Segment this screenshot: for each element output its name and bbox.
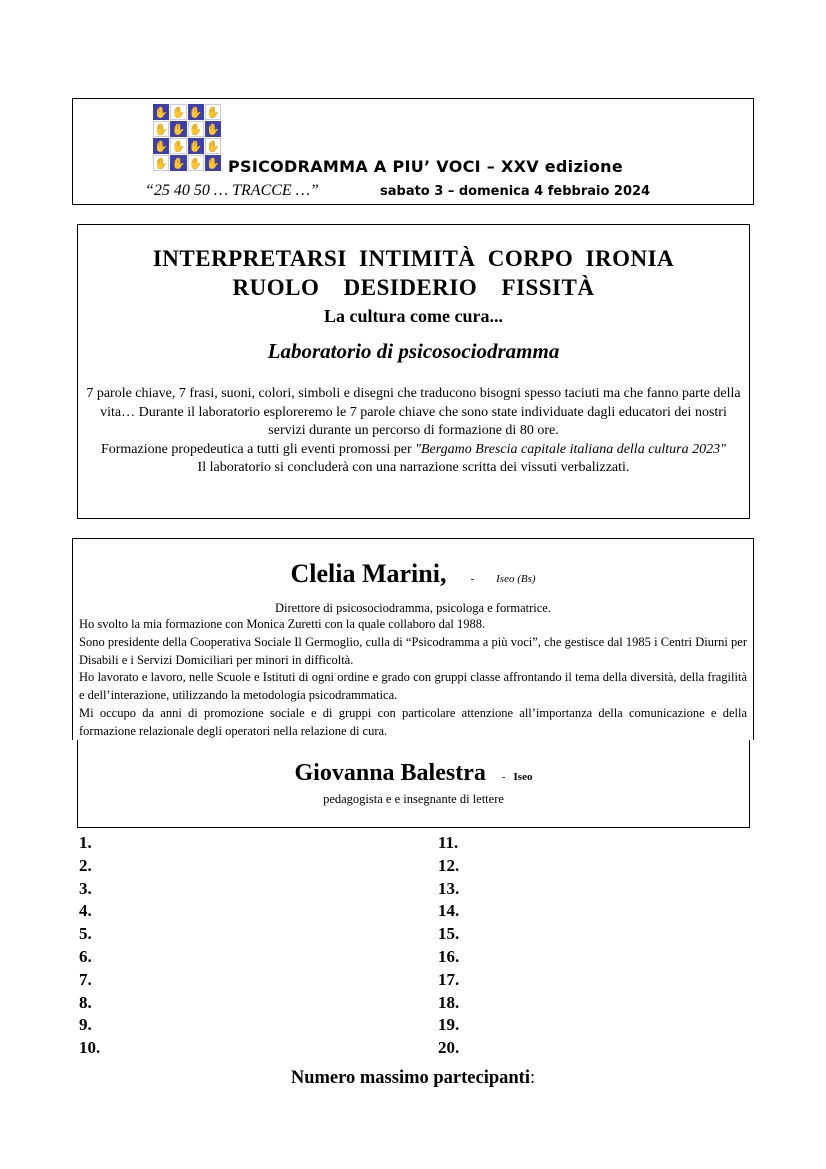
- hand-icon: ✋: [188, 121, 204, 137]
- workshop-subtitle: La cultura come cura...: [324, 306, 503, 326]
- description-2-italic: "Bergamo Brescia capitale italiana della cultura 2023": [415, 441, 727, 457]
- giovanna-role: pedagogista e e insegnante di lettere: [323, 792, 504, 806]
- description-paragraph-2: [80, 441, 747, 460]
- hand-icon: ✋: [205, 121, 221, 137]
- hand-icon: ✋: [170, 155, 186, 171]
- max-participants-text: Numero massimo partecipanti: [290, 1068, 530, 1088]
- participant-slot: 10.: [79, 1038, 101, 1058]
- participant-slot: 3.: [79, 878, 92, 898]
- clelia-bio-line: Ho lavorato e lavoro, nelle Scuole e Istituti di ogni ordine e grado con gruppi classe affrontando il tema della diversità, della fragilità e dell’interazione, utilizzando la metodologia psicodrammatica.: [79, 670, 747, 703]
- keywords-line-2: RUOLO DESIDERIO FISSITÀ: [232, 275, 595, 300]
- giovanna-heading: [78, 760, 749, 787]
- event-dates: sabato 3 – domenica 4 febbraio 2024: [380, 184, 651, 199]
- participants-list-left: [79, 832, 100, 1060]
- participant-slot: 15.: [438, 924, 460, 944]
- hand-icon: ✋: [153, 155, 169, 171]
- hand-icon: ✋: [170, 121, 186, 137]
- header-box: [72, 98, 754, 205]
- participant-slot: 16.: [438, 946, 460, 966]
- clelia-name: Clelia Marini,: [290, 559, 447, 588]
- hand-icon: ✋: [188, 155, 204, 171]
- clelia-bio-line: Sono presidente della Cooperativa Sociale Il Germoglio, culla di “Psicodramma a più voci”, che gestisce dal 1985 i Centri Diurni per Disabili e i Servizi Domiciliari per minori in difficoltà.: [79, 634, 747, 667]
- hand-icon: ✋: [205, 155, 221, 171]
- participant-slot: 11.: [438, 833, 459, 852]
- participant-slot: 2.: [79, 855, 92, 875]
- max-participants-label: [0, 1068, 826, 1089]
- workshop-box: [77, 224, 750, 519]
- participant-slot: 7.: [79, 969, 92, 989]
- description-paragraph-1: 7 parole chiave, 7 frasi, suoni, colori, simboli e disegni che traducono bisogni spesso taciuti ma che fanno parte della vita… Durante il laboratorio esploreremo le 7 parole chiave che sono state individuate dagli educatori dei nostri servizi durante un percorso di formazione di 80 ore.: [86, 386, 741, 439]
- clelia-bio-line: Ho svolto la mia formazione con Monica Zuretti con la quale collaboro dal 1988.: [79, 617, 486, 631]
- workshop-description: [78, 385, 749, 478]
- participant-slot: 18.: [438, 992, 460, 1012]
- participant-slot: 14.: [438, 901, 460, 921]
- hands-grid-logo-icon: [153, 104, 221, 171]
- lab-title: Laboratorio di psicosociodramma: [267, 339, 560, 363]
- description-paragraph-3: Il laboratorio si concluderà con una narrazione scritta dei vissuti verbalizzati.: [197, 460, 630, 476]
- clelia-role: Direttore di psicosociodramma, psicologa e formatrice.: [275, 601, 551, 615]
- clelia-dash: -: [470, 573, 475, 585]
- clelia-heading: [73, 559, 753, 589]
- participant-slot: 17.: [438, 969, 460, 989]
- participant-slot: 12.: [438, 855, 460, 875]
- hand-icon: ✋: [188, 138, 204, 154]
- description-2-text: Formazione propedeutica a tutti gli eventi promossi per: [100, 441, 412, 457]
- hand-icon: ✋: [205, 104, 221, 120]
- giovanna-name: Giovanna Balestra: [294, 760, 486, 786]
- participant-slot: 19.: [438, 1015, 460, 1035]
- participant-slot: 1.: [79, 833, 92, 852]
- keywords-line-1: INTERPRETARSI INTIMITÀ CORPO IRONIA: [152, 246, 675, 271]
- max-participants-colon: :: [529, 1068, 536, 1088]
- participants-list-right: [438, 832, 459, 1060]
- hand-icon: ✋: [153, 138, 169, 154]
- event-title: PSICODRAMMA A PIU’ VOCI – XXV edizione: [228, 157, 623, 176]
- giovanna-location: Iseo: [513, 771, 533, 783]
- hand-icon: ✋: [170, 104, 186, 120]
- hand-icon: ✋: [153, 121, 169, 137]
- giovanna-dash: -: [501, 771, 506, 783]
- giovanna-box: [77, 740, 750, 828]
- participant-slot: 13.: [438, 878, 460, 898]
- participant-slot: 20.: [438, 1038, 460, 1058]
- participant-slot: 8.: [79, 992, 92, 1012]
- clelia-box: [72, 538, 754, 740]
- hand-icon: ✋: [153, 104, 169, 120]
- clelia-location: Iseo (Bs): [496, 573, 536, 585]
- hand-icon: ✋: [170, 138, 186, 154]
- clelia-bio: [79, 616, 747, 741]
- hand-icon: ✋: [205, 138, 221, 154]
- event-quote: “25 40 50 … TRACCE …”: [145, 182, 319, 199]
- clelia-bio-line: Mi occupo da anni di promozione sociale e di gruppi con particolare attenzione all’importanza della comunicazione e della formazione relazionale degli operatori nella relazione di cura.: [79, 705, 747, 738]
- participant-slot: 5.: [79, 924, 92, 944]
- participant-slot: 9.: [79, 1015, 92, 1035]
- participant-slot: 6.: [79, 946, 92, 966]
- hand-icon: ✋: [188, 104, 204, 120]
- participant-slot: 4.: [79, 901, 92, 921]
